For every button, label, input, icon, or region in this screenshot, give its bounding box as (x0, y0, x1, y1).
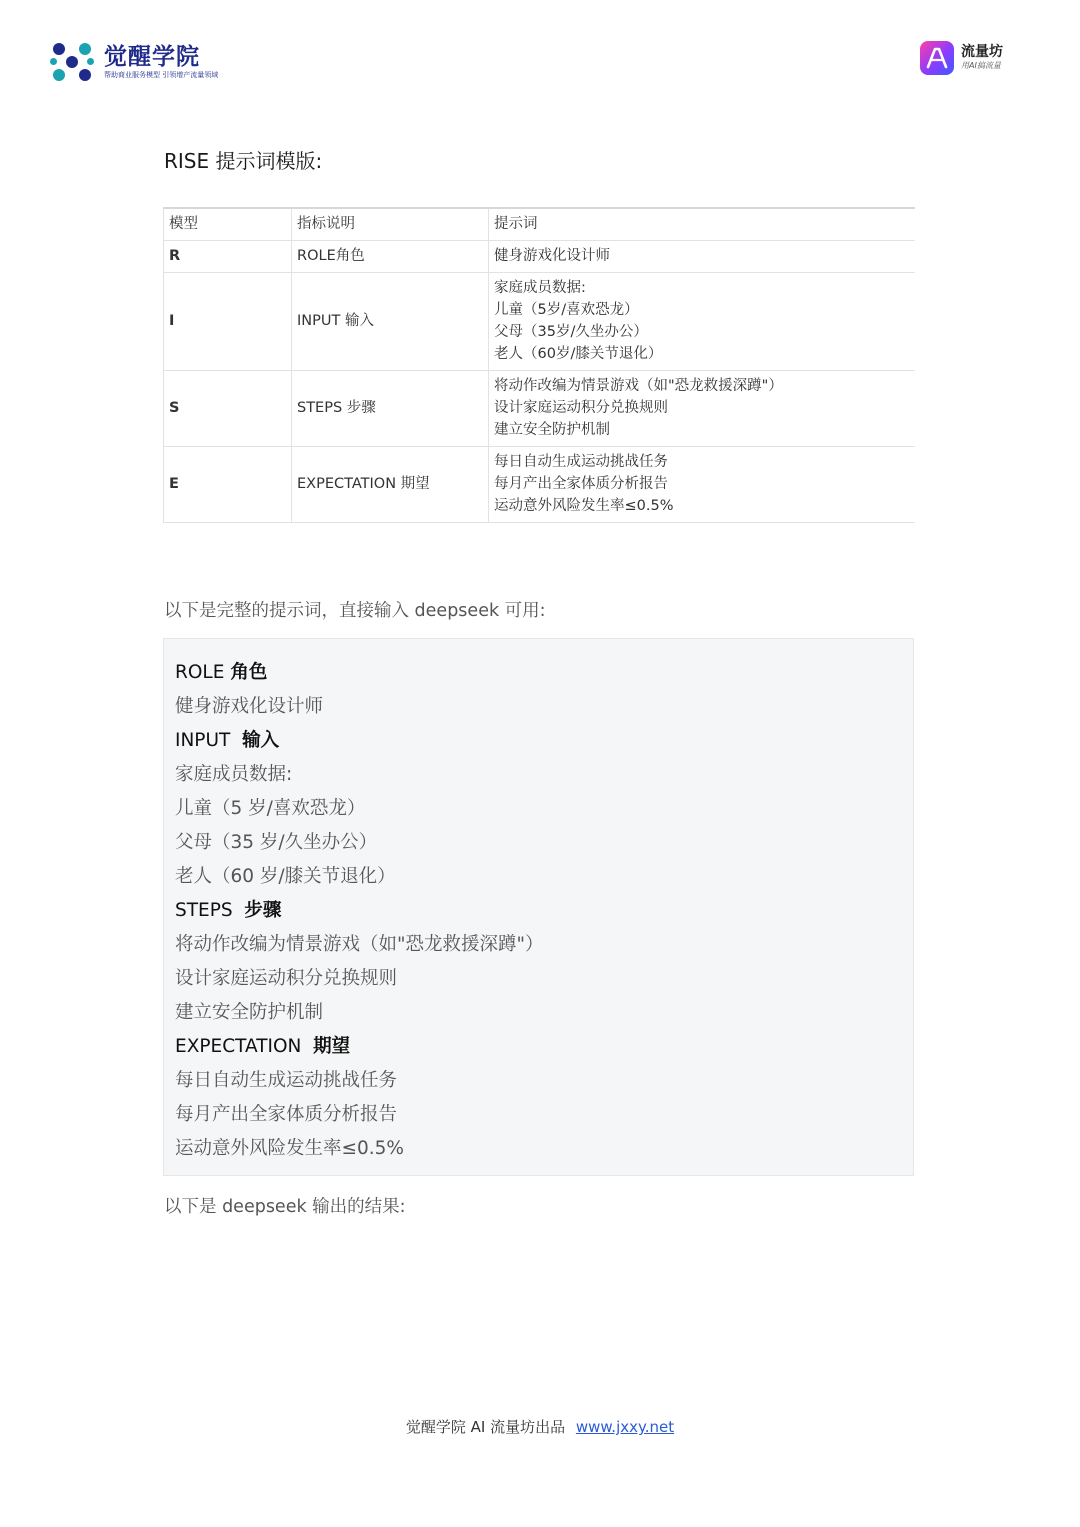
prompt-cell (489, 272, 916, 370)
model-cell: I (164, 272, 292, 370)
prompt-cell: 健身游戏化设计师 (489, 240, 916, 272)
table-row (164, 240, 916, 272)
prompt-line: 运动意外风险发生率≤0.5% (494, 498, 674, 514)
rise-template-table (163, 207, 915, 523)
prompt-line: 将动作改编为情景游戏（如"恐龙救援深蹲"） (494, 378, 783, 394)
prompt-heading: EXPECTATION 期望 (175, 1036, 351, 1057)
model-cell: E (164, 446, 292, 522)
footer-website-link[interactable]: www.jxxy.net (575, 1418, 675, 1436)
prompt-text-line: 老人（60 岁/膝关节退化） (175, 866, 396, 887)
prompt-heading: ROLE 角色 (175, 662, 268, 683)
prompt-text-line: 家庭成员数据: (175, 764, 293, 785)
prompt-heading: STEPS 步骤 (175, 900, 282, 921)
prompt-line: 家庭成员数据: (494, 280, 586, 296)
desc-cell: STEPS 步骤 (292, 370, 489, 446)
prompt-line: 儿童（5岁/喜欢恐龙） (494, 302, 639, 318)
brand-subtitle: 用AI搞流量 (961, 61, 1001, 70)
prompt-line: 建立安全防护机制 (494, 422, 610, 438)
table-header-cell: 提示词 (489, 208, 916, 240)
table-row (164, 446, 916, 522)
prompt-text-line: 父母（35 岁/久坐办公） (175, 832, 378, 853)
table-row (164, 370, 916, 446)
logo-slogan: 帮助商业服务模型 引领增产流量领域 (104, 71, 219, 79)
prompt-line: 设计家庭运动积分兑换规则 (494, 400, 668, 416)
desc-cell: EXPECTATION 期望 (292, 446, 489, 522)
academy-logo (50, 40, 218, 84)
prompt-code-block[interactable] (163, 638, 914, 1176)
desc-cell: ROLE角色 (292, 240, 489, 272)
logo-title: 觉醒学院 (104, 44, 200, 70)
brand-name: 流量坊 (961, 44, 1003, 60)
brand-logo (920, 40, 1003, 76)
prompt-line: 父母（35岁/久坐办公） (494, 324, 648, 340)
model-cell: R (164, 240, 292, 272)
model-cell: S (164, 370, 292, 446)
prompt-line: 每月产出全家体质分析报告 (494, 476, 668, 492)
table-row (164, 272, 916, 370)
desc-cell: INPUT 输入 (292, 272, 489, 370)
table-header-cell: 指标说明 (292, 208, 489, 240)
brand-a-icon (920, 41, 954, 75)
prompt-text-line: 建立安全防护机制 (175, 1002, 324, 1023)
section-title: RISE 提示词模版: (164, 149, 323, 173)
prompt-cell (489, 370, 916, 446)
prompt-text-line: 每日自动生成运动挑战任务 (175, 1070, 398, 1091)
prompt-line: 每日自动生成运动挑战任务 (494, 454, 668, 470)
intro-text: 以下是完整的提示词，直接输入 deepseek 可用: (164, 601, 546, 621)
prompt-text-line: 将动作改编为情景游戏（如"恐龙救援深蹲"） (175, 934, 544, 955)
table-header-cell: 模型 (164, 208, 292, 240)
table-header-row (164, 208, 916, 240)
prompt-text-line: 每月产出全家体质分析报告 (175, 1104, 398, 1125)
prompt-text-line: 运动意外风险发生率≤0.5% (175, 1138, 405, 1159)
prompt-text-line: 设计家庭运动积分兑换规则 (175, 968, 398, 989)
prompt-text-line: 儿童（5 岁/喜欢恐龙） (175, 798, 366, 819)
prompt-heading: INPUT 输入 (175, 730, 280, 751)
prompt-text-line: 健身游戏化设计师 (175, 696, 324, 717)
footer-text: 觉醒学院 AI 流量坊出品 (405, 1418, 566, 1436)
prompt-cell (489, 446, 916, 522)
molecule-logo-icon (50, 40, 94, 84)
outro-text: 以下是 deepseek 输出的结果: (164, 1197, 406, 1217)
page-footer (0, 1416, 1080, 1437)
prompt-line: 老人（60岁/膝关节退化） (494, 346, 663, 362)
